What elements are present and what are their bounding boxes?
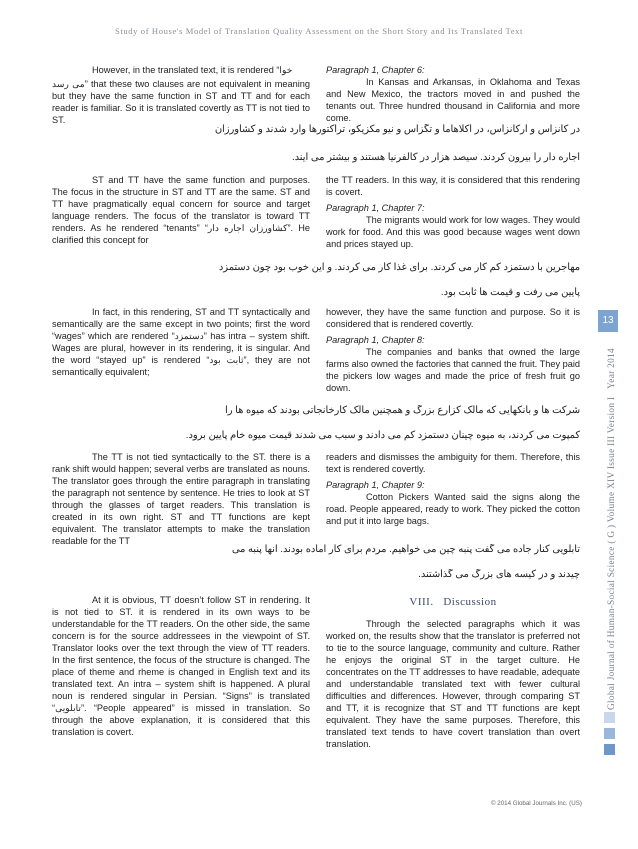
block3-left-column (52, 306, 310, 378)
english-source-text: Cotton Pickers Wanted said the signs along the road. People appeared, ready to work. They picked the cotton and put it into large bags. (326, 492, 580, 526)
block4-right-column (326, 451, 580, 527)
block5-left-paragraph: At it is obvious, TT doesn’t follow ST in rendering. It is not tied to ST. it is rendered in its own ways to be understandable for the TT readers. On the other side, the same concern is for the source addressees in the viewpoint of ST. Translator looks over the text through the view of TT readers. In the first sentence, the focus of the structure is changed. The place of theme and rheme is changed in English text and its translated text. An intra – system shift is happened. A plural noun is rendered singular in Persian. “Signs” is translated “تابلویی”. “People appeared” is missed in translation. So through the above explanation, it is considered that this translation is covert. (52, 595, 310, 737)
journal-sidebar (598, 150, 622, 710)
block5-left-column (52, 594, 310, 738)
running-header: Study of House's Model of Translation Quality Assessment on the Short Story and Its Translated Text (115, 26, 523, 36)
english-source-text: The companies and banks that owned the large farms also owned the factories that canned the fruit. They paid the pickers low wages and made the price of fresh fruit go down. (326, 347, 580, 393)
block3-right-lead: however, they have the same function and purpose. So it is considered that is rendered covertly. (326, 307, 580, 329)
block5-right-column (326, 594, 580, 750)
copyright-footer: © 2014 Global Journals Inc. (US) (491, 800, 582, 807)
persian-translation-line: چیدند و در کیسه های بزرگ می گذاشتند. (418, 569, 580, 580)
block2-left-column (52, 174, 310, 246)
page-number: 13 (598, 310, 618, 332)
section-heading: VIII. Discussion (409, 596, 497, 608)
block4-right-lead: readers and dismisses the ambiguity for them. Therefore, this text is rendered covertly. (326, 452, 580, 474)
decor-square (604, 712, 615, 723)
persian-translation-line: پایین می رفت و قیمت ها ثابت بود. (440, 287, 580, 298)
block1-left-column (52, 64, 310, 126)
persian-translation-line: شرکت ها و بانکهایی که مالک کزارع بزرگ و همچنین مالک کارخانجاتی بودند که میوه ها را (224, 405, 580, 416)
persian-translation-line: اجاره دار را بیرون کردند. سیصد هزار در کالفرنیا هستند و بیشتر می آیند. (291, 152, 580, 163)
paragraph-heading: Paragraph 1, Chapter 8: (326, 335, 425, 345)
journal-sidebar-text: Global Journal of Human-Social Science ( G ) Volume XIV Issue III Version I Year 2014 (607, 348, 617, 710)
paragraph-heading: Paragraph 1, Chapter 7: (326, 203, 425, 213)
block1-right-column (326, 64, 580, 124)
discussion-paragraph: Through the selected paragraphs which it was worked on, the results show that the translator is preferred not to tie to the source language, community and culture. Rather he enjoys the original ST in the target culture. He concentrates on the TT addresses to have readable, adequate and understandable translated text with fewer cultural difficulties and differences. However, through comparing ST and TT, it is recognize that ST and TT functions are kept equivalent. They have the same purposes. Therefore, this translated text tends to have covert translation than overt translation. (326, 619, 580, 749)
block4-left-paragraph: The TT is not tied syntactically to the ST. there is a rank shift would happen; several verbs are translated as nouns. The translator goes through the entire paragraph in translating the paragraph not sentence by sentence. He tries to look at ST through the glasses of target readers. This translation is created in its own right. ST and TT functions are kept equivalent. The translator attempts to make the translation readable for the TT (52, 452, 310, 546)
persian-translation-line: در کانزاس و آرکانزاس، در اکلاهاما و تگزاس و نیو مکزیکو، تراکتورها وارد شدند و کشاورزان (214, 124, 580, 135)
block2-right-lead: the TT readers. In this way, it is considered that this rendering is covert. (326, 175, 580, 197)
english-source-text: In Kansas and Arkansas, in Oklahoma and Texas and New Mexico, the tractors moved in and pushed the tenants out. Three hundred thousand in California and more come. (326, 77, 580, 123)
block2-right-column (326, 174, 580, 250)
english-source-text: The migrants would work for low wages. They would work for food. And this was good because wages went down and prices stayed up. (326, 215, 580, 249)
persian-translation-line: تابلویی کنار جاده می گفت پنبه چین می خواهیم. مردم برای کار آماده بودند. آنها پنبه می (231, 544, 580, 555)
persian-translation-line: مهاجرین با دستمزد کم کار می کردند. برای غذا کار می کردند. و این خوب بود چون دستمزد (218, 262, 580, 273)
block1-left-paragraph: However, in the translated text, it is rendered “خوا (92, 65, 293, 75)
persian-translation-line: کمپوت می کردند، به میوه چینان دستمزد کم می دادند و سبب می شدند قیمت میوه خام پایین برود. (185, 430, 580, 441)
paragraph-heading: Paragraph 1, Chapter 9: (326, 480, 425, 490)
decor-square (604, 744, 615, 755)
block1-left-paragraph-cont: می رسد” that these two clauses are not equivalent in meaning but they have the same function in ST and TT and for each reader is familiar. So it is translated covertly as TT is not tied to ST. (52, 79, 310, 125)
decor-square (604, 728, 615, 739)
block2-left-paragraph: ST and TT have the same function and purposes. The focus in the structure in ST and TT are the same. ST and TT have pragmatically equal concern for source and target language renders. The focus of the translator is toward TT renders. As he rendered “tenants” “کشاورزان اجاره دار”. He clarified this concept for (52, 175, 310, 245)
block3-left-paragraph: In fact, in this rendering, ST and TT syntactically and semantically are the same except in two points; first the word “wages” which are rendered “دستمزد” has intra – system shift. Wages are plural, however in its rendering, it is singular. And the word “stayed up” is rendered “ثابت بود”, they are not semantically equivalent; (52, 307, 310, 377)
paragraph-heading: Paragraph 1, Chapter 6: (326, 65, 425, 75)
block3-right-column (326, 306, 580, 394)
block4-left-column (52, 451, 310, 547)
